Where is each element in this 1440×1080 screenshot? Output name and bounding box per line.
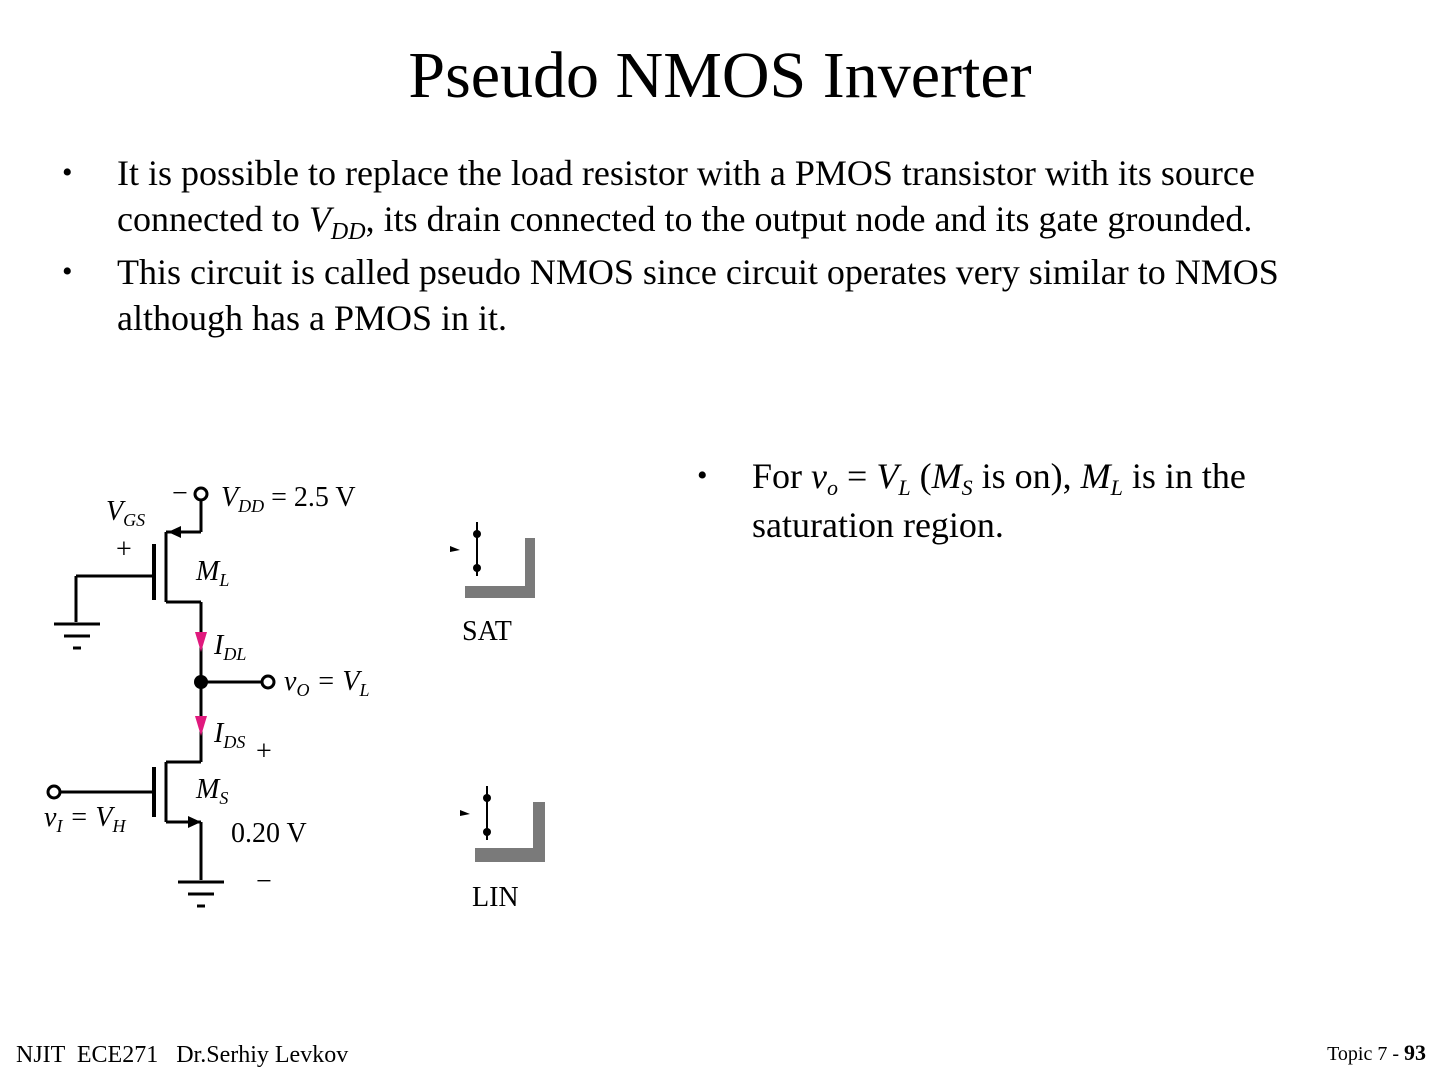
bullet1-text-b: , its drain connected to the output node and its gate grounded. xyxy=(365,199,1253,239)
bullet1-sub: DD xyxy=(330,219,366,245)
pseudo-nmos-circuit-diagram xyxy=(36,472,396,932)
sat-region-icon xyxy=(445,518,545,603)
bullet1-text-a: It is possible to replace the load resistor with a PMOS transistor with its source connected to xyxy=(117,153,1255,239)
output-node-dot xyxy=(194,675,208,689)
rb-sub: S xyxy=(961,475,973,500)
rb-text: ( xyxy=(910,456,932,496)
vds-value: 0.20 V xyxy=(231,818,307,849)
rb-var-V: V xyxy=(876,456,899,496)
sat-label: SAT xyxy=(462,616,512,647)
rb-sub: L xyxy=(898,475,911,500)
svg-text:ML: $M_L$ xyxy=(196,556,230,590)
vo-terminal xyxy=(262,676,274,688)
bullet-item-1 xyxy=(62,150,1362,247)
footer-page: 93 xyxy=(1404,1040,1426,1065)
rb-var-M: M xyxy=(1080,456,1111,496)
svg-text:vO = VL: $v_O = V_L$ xyxy=(284,666,370,700)
bullet-dot: • xyxy=(697,459,708,492)
svg-text:vI = VH: $v_I = V_H$ xyxy=(44,802,126,836)
vds-plus: + xyxy=(256,736,272,767)
bullet-item-2 xyxy=(62,249,1362,341)
svg-text:VGS: $V_{GS}$ xyxy=(106,496,146,530)
footer-course-info: NJIT ECE271 Dr.Serhiy Levkov xyxy=(16,1042,349,1068)
rb-text: For xyxy=(752,456,812,496)
footer-page-number xyxy=(1327,1040,1426,1066)
slide-title: Pseudo NMOS Inverter xyxy=(408,39,1032,112)
ids-arrow xyxy=(195,716,207,736)
rb-var-M: M xyxy=(931,456,962,496)
svg-text:MS: $M_S$ xyxy=(196,774,229,808)
vi-terminal xyxy=(48,786,60,798)
lin-region-icon xyxy=(455,782,555,867)
lin-label: LIN xyxy=(472,882,519,913)
rb-text: is in the saturation region. xyxy=(752,456,1246,545)
svg-text:VDD = 2.5 V: $V_{DD} = 2.5$ V xyxy=(221,482,356,516)
rb-text: is on), xyxy=(972,456,1081,496)
vgs-plus: + xyxy=(116,534,132,565)
vds-minus: − xyxy=(256,866,272,897)
bullet1-var: V xyxy=(308,199,331,239)
svg-text:IDS: $I_{DS}$ xyxy=(214,718,246,752)
svg-text:IDL: $I_{DL}$ xyxy=(214,630,247,664)
footer-topic: Topic 7 - xyxy=(1327,1043,1404,1065)
bullet2-text: This circuit is called pseudo NMOS since circuit operates very similar to NMOS although has a PMOS in it. xyxy=(117,252,1279,338)
bullet-list xyxy=(62,150,1362,343)
rb-sub: L xyxy=(1110,475,1123,500)
right-bullet xyxy=(697,454,1352,547)
rb-var-v: v xyxy=(811,456,827,496)
vdd-terminal xyxy=(195,488,207,500)
idl-arrow xyxy=(195,632,207,652)
rb-sub: o xyxy=(827,475,838,500)
rb-text: = xyxy=(838,456,877,496)
bullet-dot: • xyxy=(62,156,73,189)
bullet-dot: • xyxy=(62,255,73,288)
vgs-minus: − xyxy=(172,478,188,509)
